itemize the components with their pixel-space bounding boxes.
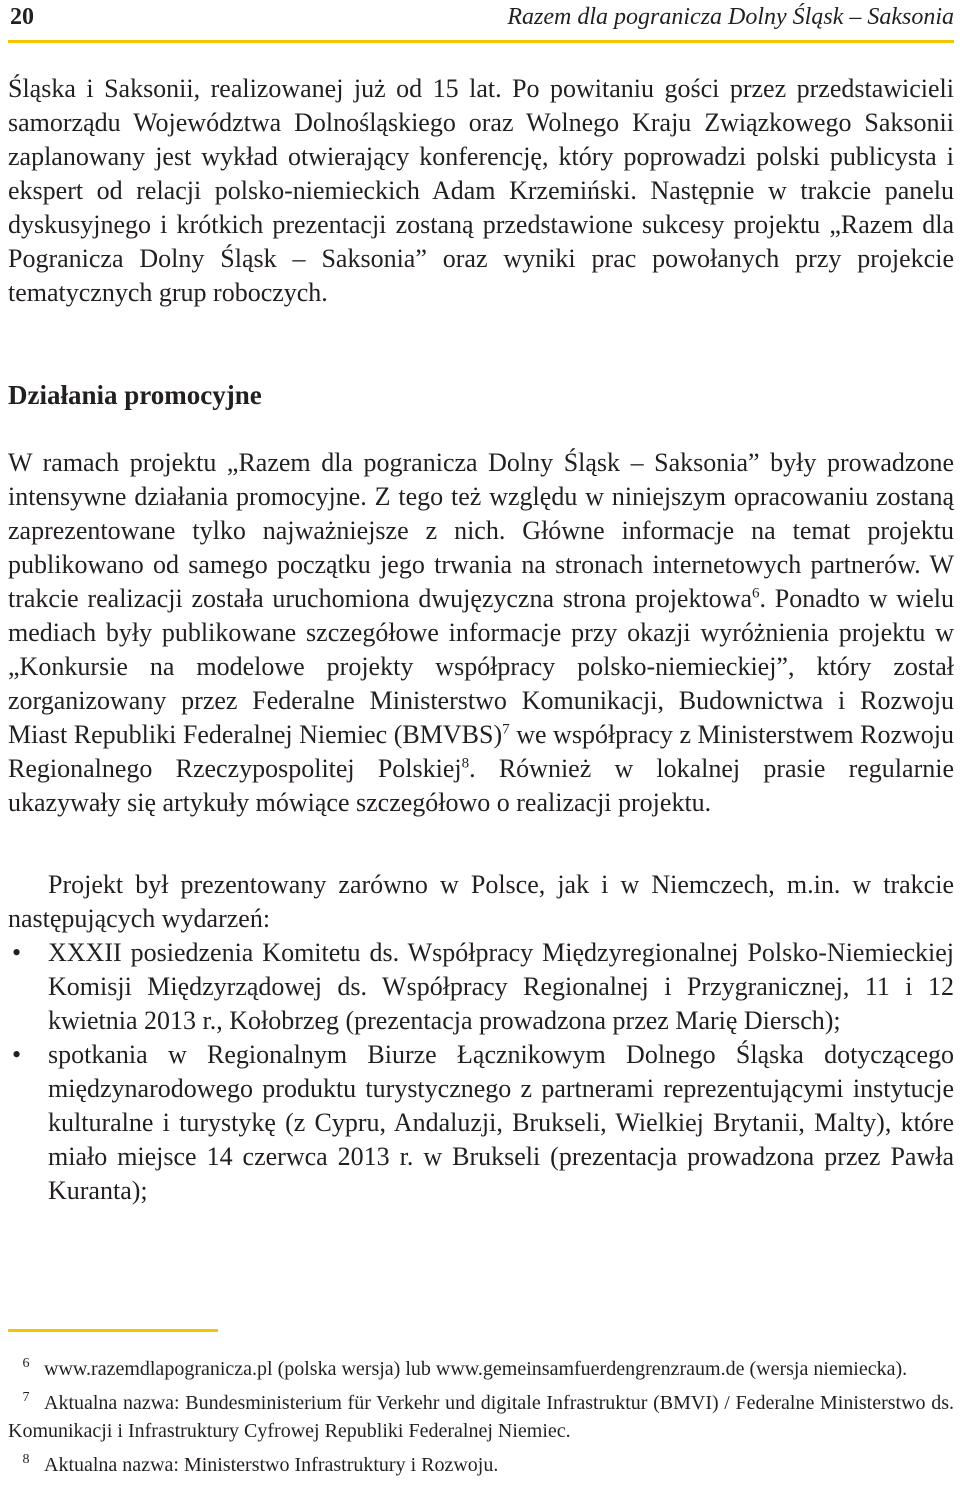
footnotes <box>8 1355 954 1485</box>
footnote-text: www.razemdlapogranicza.pl (polska wersja) lub www.gemeinsamfuerdengrenzraum.de (wersja niemiecka). <box>44 1358 908 1380</box>
running-title: Razem dla pogranicza Dolny Śląsk – Saksonia <box>507 4 954 30</box>
page-number: 20 <box>10 4 34 30</box>
paragraph-text: . Również w lokalnej prasie regularnie ukazywały się artykuły mówiące szczegółowo o realizacji projektu. <box>8 754 954 817</box>
footnote: 6 www.razemdlapogranicza.pl (polska wersja) lub www.gemeinsamfuerdengrenzraum.de (wersja niemiecka). <box>22 1356 908 1380</box>
list-item-text: XXXII posiedzenia Komitetu ds. Współpracy Międzyregionalnej Polsko-Niemieckiej Komisji Międzyrządowej ds. Współpracy Regionalnej i Przygranicznej, 11 i 12 kwietnia 2013 r., Kołobrzeg (prezentacja prowadzona przez Marię Diersch); <box>48 938 954 1035</box>
paragraph-promotion <box>8 446 954 820</box>
list-item-text: spotkania w Regionalnym Biurze Łącznikowym Dolnego Śląska dotyczącego międzynarodowego produktu turystycznego z partnerami reprezentującymi instytucje kulturalne i turystykę (z Cypru, Andaluzji, Brukseli, Wielkiej Brytanii, Malty), które miało miejsce 14 czerwca 2013 r. w Brukseli (prezentacja prowadzona przez Pawła Kuranta); <box>48 1040 954 1205</box>
paragraph-events-intro: Projekt był prezentowany zarówno w Polsce, jak i w Niemczech, m.in. w trakcie następujących wydarzeń: <box>8 870 954 933</box>
paragraph-text: we współpracy z Ministerstwem Rozwoju Regionalnego Rzeczypospolitej Polskiej <box>8 720 954 783</box>
page-header <box>8 0 954 43</box>
list-item <box>8 936 954 1038</box>
footnote: 8 Aktualna nazwa: Ministerstwo Infrastruktury i Rozwoju. <box>22 1452 499 1476</box>
section-heading: Działania promocyjne <box>8 380 262 410</box>
bullet-icon: • <box>12 1040 22 1069</box>
footnote-ref: 6 <box>752 585 760 602</box>
paragraph-text: . Ponadto w wielu mediach były publikowane szczegółowe informacje przy okazji wyróżnienia projektu w „Konkursie na modelowe projekty współpracy polsko-niemieckiej”, który został zorganizowany przez Federalne Ministerstwo Komunikacji, Budownictwa i Rozwoju Miast Republiki Federalnej Niemiec (BMVBS) <box>8 584 954 749</box>
footnote-text: Aktualna nazwa: Ministerstwo Infrastruktury i Rozwoju. <box>44 1454 499 1476</box>
footnote-ref: 7 <box>502 721 510 738</box>
events-list <box>8 936 954 1208</box>
paragraph-intro: Śląska i Saksonii, realizowanej już od 15 lat. Po powitaniu gości przez przedstawicieli samorządu Województwa Dolnośląskiego oraz Wolnego Kraju Związkowego Saksonii zaplanowany jest wykład otwierający konferencję, który poprowadzi polski publicysta i ekspert od relacji polsko-niemieckich Adam Krzemiński. Następnie w trakcie panelu dyskusyjnego i krótkich prezentacji zostaną przedstawione sukcesy projektu „Razem dla Pogranicza Dolny Śląsk – Saksonia” oraz wyniki prac powołanych przy projekcie tematycznych grup roboczych. <box>8 74 954 307</box>
footnote-separator <box>8 1329 218 1332</box>
footnote: 7 Aktualna nazwa: Bundesministerium für Verkehr und digitale Infrastruktur (BMVI) / Federalne Ministerstwo ds. Komunikacji i Infrastruktury Cyfrowej Republiki Federalnej Niemiec. <box>8 1390 954 1442</box>
footnote-ref: 8 <box>461 755 470 772</box>
footnote-text: Aktualna nazwa: Bundesministerium für Verkehr und digitale Infrastruktur (BMVI) / Federalne Ministerstwo ds. Komunikacji i Infrastruktury Cyfrowej Republiki Federalnej Niemiec. <box>8 1392 954 1442</box>
list-item <box>8 1038 954 1208</box>
bullet-icon: • <box>12 938 22 967</box>
paragraph-text: W ramach projektu „Razem dla pogranicza Dolny Śląsk – Saksonia” były prowadzone intensywne działania promocyjne. Z tego też względu w niniejszym opracowaniu zostaną zaprezentowane tylko najważniejsze z nich. Główne informacje na temat projektu publikowano od samego początku jego trwania na stronach internetowych partnerów. W trakcie realizacji została uruchomiona dwujęzyczna strona projektowa <box>8 448 954 613</box>
